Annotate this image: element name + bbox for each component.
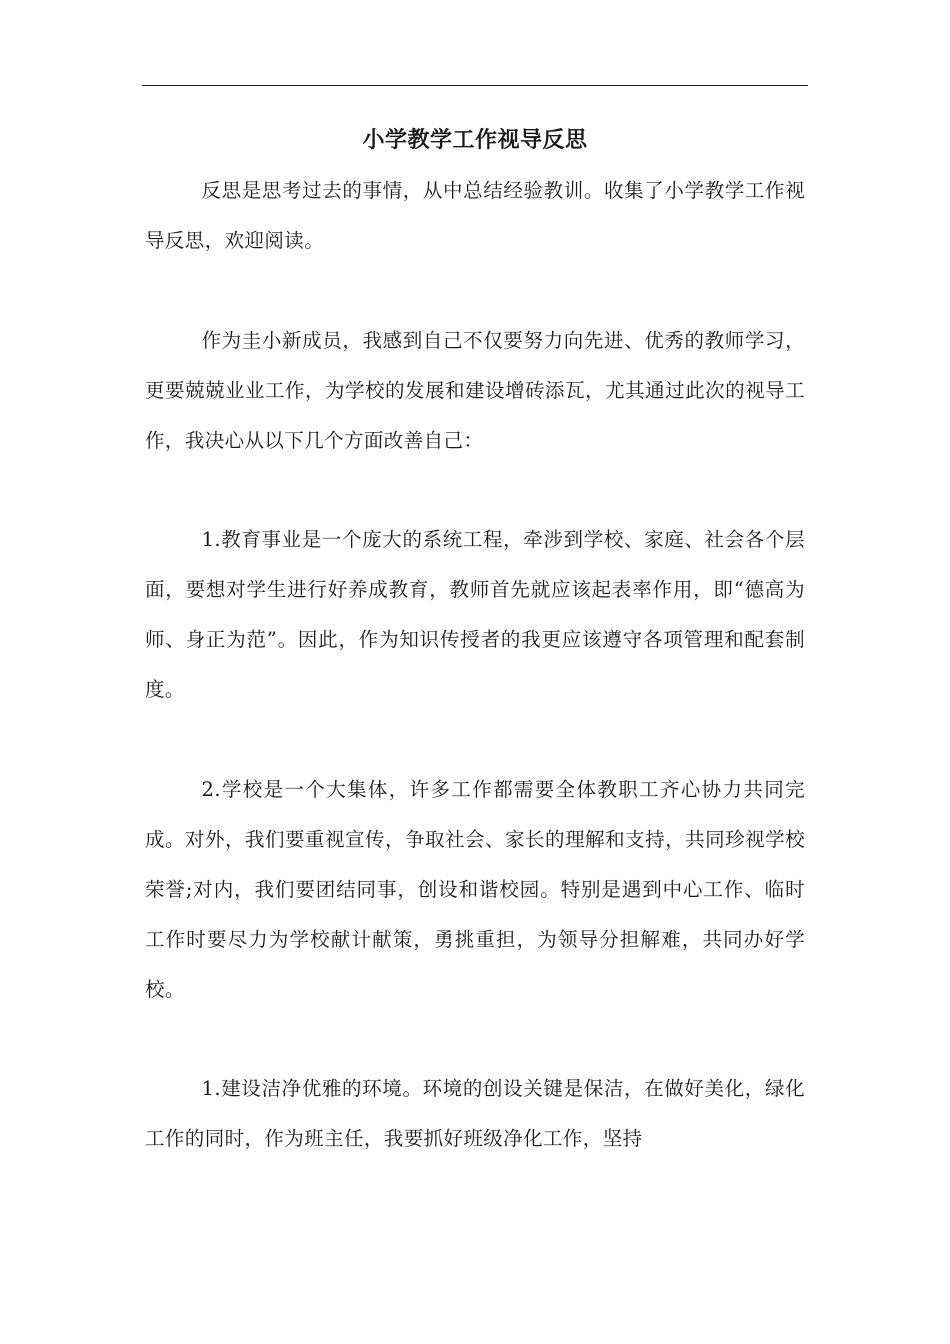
paragraph-point-2: 2.学校是一个大集体，许多工作都需要全体教职工齐心协力共同完成。对外，我们要重视宣传，争取社会、家长的理解和支持，共同珍视学校荣誉;对内，我们要团结同事，创设和谐校园。特别是遇到中心工作、临时工作时要尽力为学校献计献策，勇挑重担，为领导分担解难，共同办好学校。: [145, 778, 805, 1001]
paragraph-resolution: 作为圭小新成员，我感到自己不仅要努力向先进、优秀的教师学习，更要兢兢业业工作，为学校的发展和建设增砖添瓦，尤其通过此次的视导工作，我决心从以下几个方面改善自己：: [145, 329, 805, 452]
paragraph-point-1: 1.教育事业是一个庞大的系统工程，牵涉到学校、家庭、社会各个层面，要想对学生进行好养成教育，教师首先就应该起表率作用，即“德高为师、身正为范”。因此，作为知识传授者的我更应该遵守各项管理和配套制度。: [145, 528, 805, 701]
paragraph-environment: 1.建设洁净优雅的环境。环境的创设关键是保洁，在做好美化，绿化工作的同时，作为班主任，我要抓好班级净化工作，坚持: [145, 1077, 805, 1150]
header-rule: [142, 85, 808, 86]
paragraph-intro: 反思是思考过去的事情，从中总结经验教训。收集了小学教学工作视导反思，欢迎阅读。: [145, 179, 805, 252]
document-title: 小学教学工作视导反思: [362, 127, 588, 153]
